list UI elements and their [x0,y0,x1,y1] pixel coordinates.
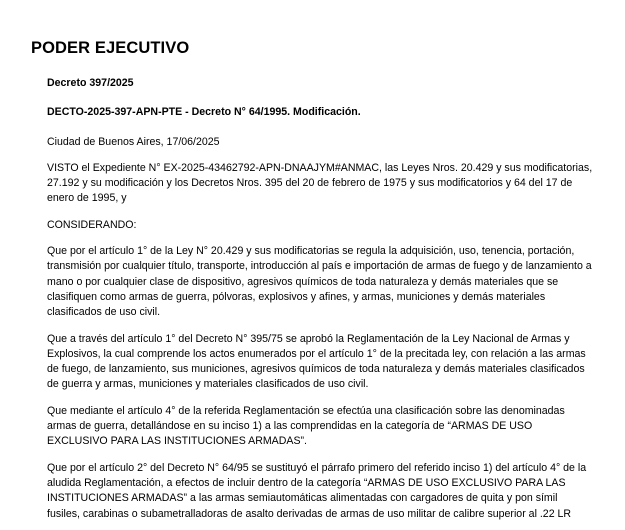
paragraph-line: armas de guerra, detallándose en su inciso 1) a las comprendidas en la categoría de “ARMAS DE USO [47,420,533,433]
section-title: PODER EJECUTIVO [31,39,190,57]
document-body [47,76,595,522]
decree-number: Decreto 397/2025 [47,77,134,89]
paragraph-line: EXCLUSIVO PARA LAS INSTITUCIONES ARMADAS”. [47,435,308,448]
paragraph-articulo-4 [47,404,595,450]
considerando-heading: CONSIDERANDO: [47,218,137,231]
paragraph-line: aludida Reglamentación, a efectos de incluir dentro de la categoría “ARMAS DE USO EXCLUSIVO PARA LAS [47,476,566,489]
visto-line: 27.192 y su modificación y los Decretos Nros. 395 del 20 de febrero de 1975 y sus modificatorios y 64 del 17 de [47,177,573,190]
paragraph-decreto-395 [47,332,595,393]
paragraph-line: INSTITUCIONES ARMADAS” a las armas semiautomáticas alimentadas con cargadores de quita y pon símil [47,492,558,505]
paragraph-line: Que mediante el artículo 4° de la referida Reglamentación se efectúa una clasificación sobre las denominadas [47,404,565,417]
paragraph-ley-20429 [47,244,595,320]
paragraph-line: fusiles, carabinas o subametralladoras de asalto derivadas de armas de uso militar de calibre superior al .22 LR [47,507,572,520]
paragraph-line: Que por el artículo 2° del Decreto N° 64/95 se sustituyó el párrafo primero del referido inciso 1) del artículo 4° de la [47,461,587,474]
decree-title: DECTO-2025-397-APN-PTE - Decreto N° 64/1995. Modificación. [47,106,361,119]
place-date: Ciudad de Buenos Aires, 17/06/2025 [47,135,220,148]
paragraph-line: transmisión por cualquier título, transporte, introducción al país e importación de armas de fuego y de lanzamiento a [47,260,592,273]
visto-line: VISTO el Expediente N° EX-2025-43462792-APN-DNAAJYM#ANMAC, las Leyes Nros. 20.429 y sus modificatorias, [47,161,593,174]
paragraph-line: de fuego, de lanzamiento, sus municiones, agresivos químicos de toda naturaleza y demás materiales clasificados [47,363,585,376]
paragraph-line: de guerra y armas, municiones y materiales clasificados de uso civil. [47,378,369,391]
paragraph-line: mano o por cualquier clase de dispositivo, agresivos químicos de toda naturaleza y demás materiales que se [47,275,559,288]
paragraph-line: clasifiquen como armas de guerra, pólvoras, explosivos y afines, y armas, municiones y demás materiales [47,290,546,303]
visto-line: enero de 1995, y [47,192,127,205]
paragraph-line: clasificados de uso civil. [47,306,161,319]
visto-paragraph [47,161,595,207]
paragraph-line: Explosivos, la cual comprende los actos enumerados por el artículo 1° de la precitada ley, con relación a las armas [47,347,586,360]
paragraph-line: Que por el artículo 1° de la Ley N° 20.429 y sus modificatorias se regula la adquisición, uso, tenencia, portación, [47,245,575,258]
paragraph-decreto-64 [47,461,595,522]
paragraph-line: Que a través del artículo 1° del Decreto N° 395/75 se aprobó la Reglamentación de la Ley Nacional de Armas y [47,332,570,345]
